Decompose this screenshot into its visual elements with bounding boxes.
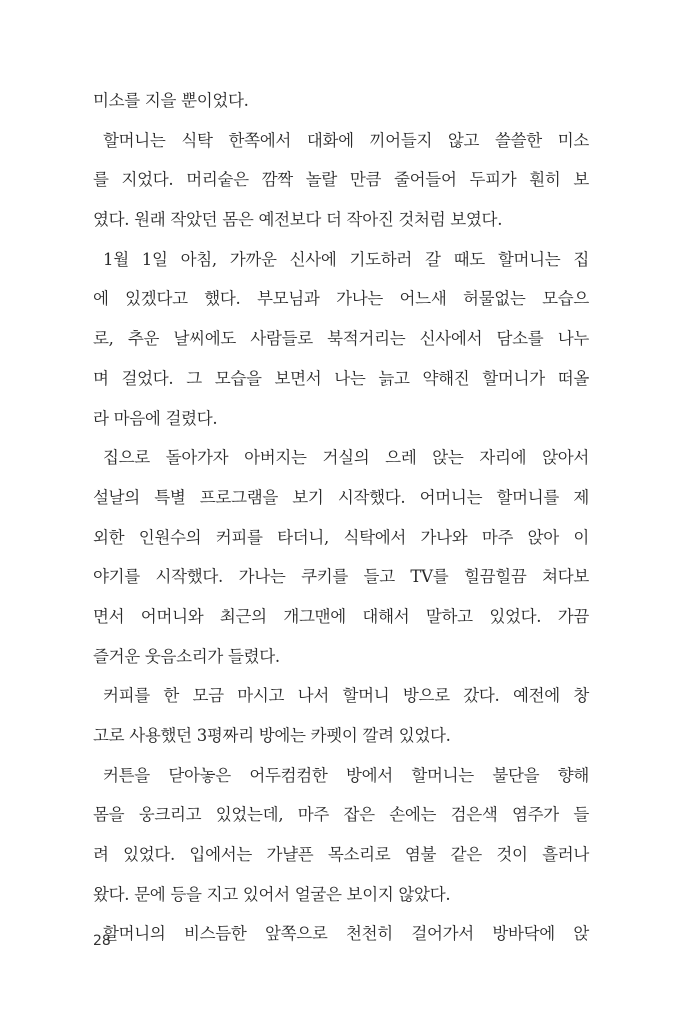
text-line: 집으로 돌아가자 아버지는 거실의 으레 앉는 자리에 앉아서	[103, 448, 589, 468]
text-line: 야기를 시작했다. 가나는 쿠키를 들고 TV를 힐끔힐끔 쳐다보	[93, 567, 589, 587]
text-line: 려 있었다. 입에서는 가냘픈 목소리로 염불 같은 것이 흘러나	[93, 845, 589, 865]
text-line: 외한 인원수의 커피를 타더니, 식탁에서 가나와 마주 앉아 이	[93, 527, 589, 547]
text-line: 미소를 지을 뿐이었다.	[93, 91, 249, 110]
text-line: 를 지었다. 머리숱은 깜짝 놀랄 만큼 줄어들어 두피가 훤히 보	[93, 170, 589, 190]
text-line: 라 마음에 걸렸다.	[93, 408, 218, 428]
text-line: 며 걸었다. 그 모습을 보면서 나는 늙고 약해진 할머니가 떠올	[93, 368, 589, 388]
page-number: 28	[93, 933, 111, 949]
text-line: 에 있겠다고 했다. 부모님과 가나는 어느새 허물없는 모습으	[93, 289, 589, 309]
text-line: 면서 어머니와 최근의 개그맨에 대해서 말하고 있었다. 가끔	[93, 606, 589, 626]
text-line: 할머니는 식탁 한쪽에서 대화에 끼어들지 않고 쓸쓸한 미소	[103, 130, 589, 150]
text-line: 설날의 특별 프로그램을 보기 시작했다. 어머니는 할머니를 제	[93, 487, 589, 507]
text-line: 커튼을 닫아놓은 어두컴컴한 방에서 할머니는 불단을 향해	[103, 765, 589, 785]
text-line: 로, 추운 날씨에도 사람들로 북적거리는 신사에서 담소를 나누	[93, 329, 589, 349]
text-line: 커피를 한 모금 마시고 나서 할머니 방으로 갔다. 예전에 창	[103, 686, 589, 706]
text-line: 1월 1일 아침, 가까운 신사에 기도하러 갈 때도 할머니는 집	[103, 249, 589, 269]
text-line: 몸을 웅크리고 있었는데, 마주 잡은 손에는 검은색 염주가 들	[93, 805, 589, 825]
text-line: 즐거운 웃음소리가 들렸다.	[93, 646, 280, 666]
body-text	[93, 86, 589, 959]
text-line: 였다. 원래 작았던 몸은 예전보다 더 작아진 것처럼 보였다.	[93, 210, 503, 230]
text-line: 고로 사용했던 3평짜리 방에는 카펫이 깔려 있었다.	[93, 726, 451, 745]
text-line: 왔다. 문에 등을 지고 있어서 얼굴은 보이지 않았다.	[93, 884, 451, 904]
text-line: 할머니의 비스듬한 앞쪽으로 천천히 걸어가서 방바닥에 앉	[103, 924, 589, 944]
